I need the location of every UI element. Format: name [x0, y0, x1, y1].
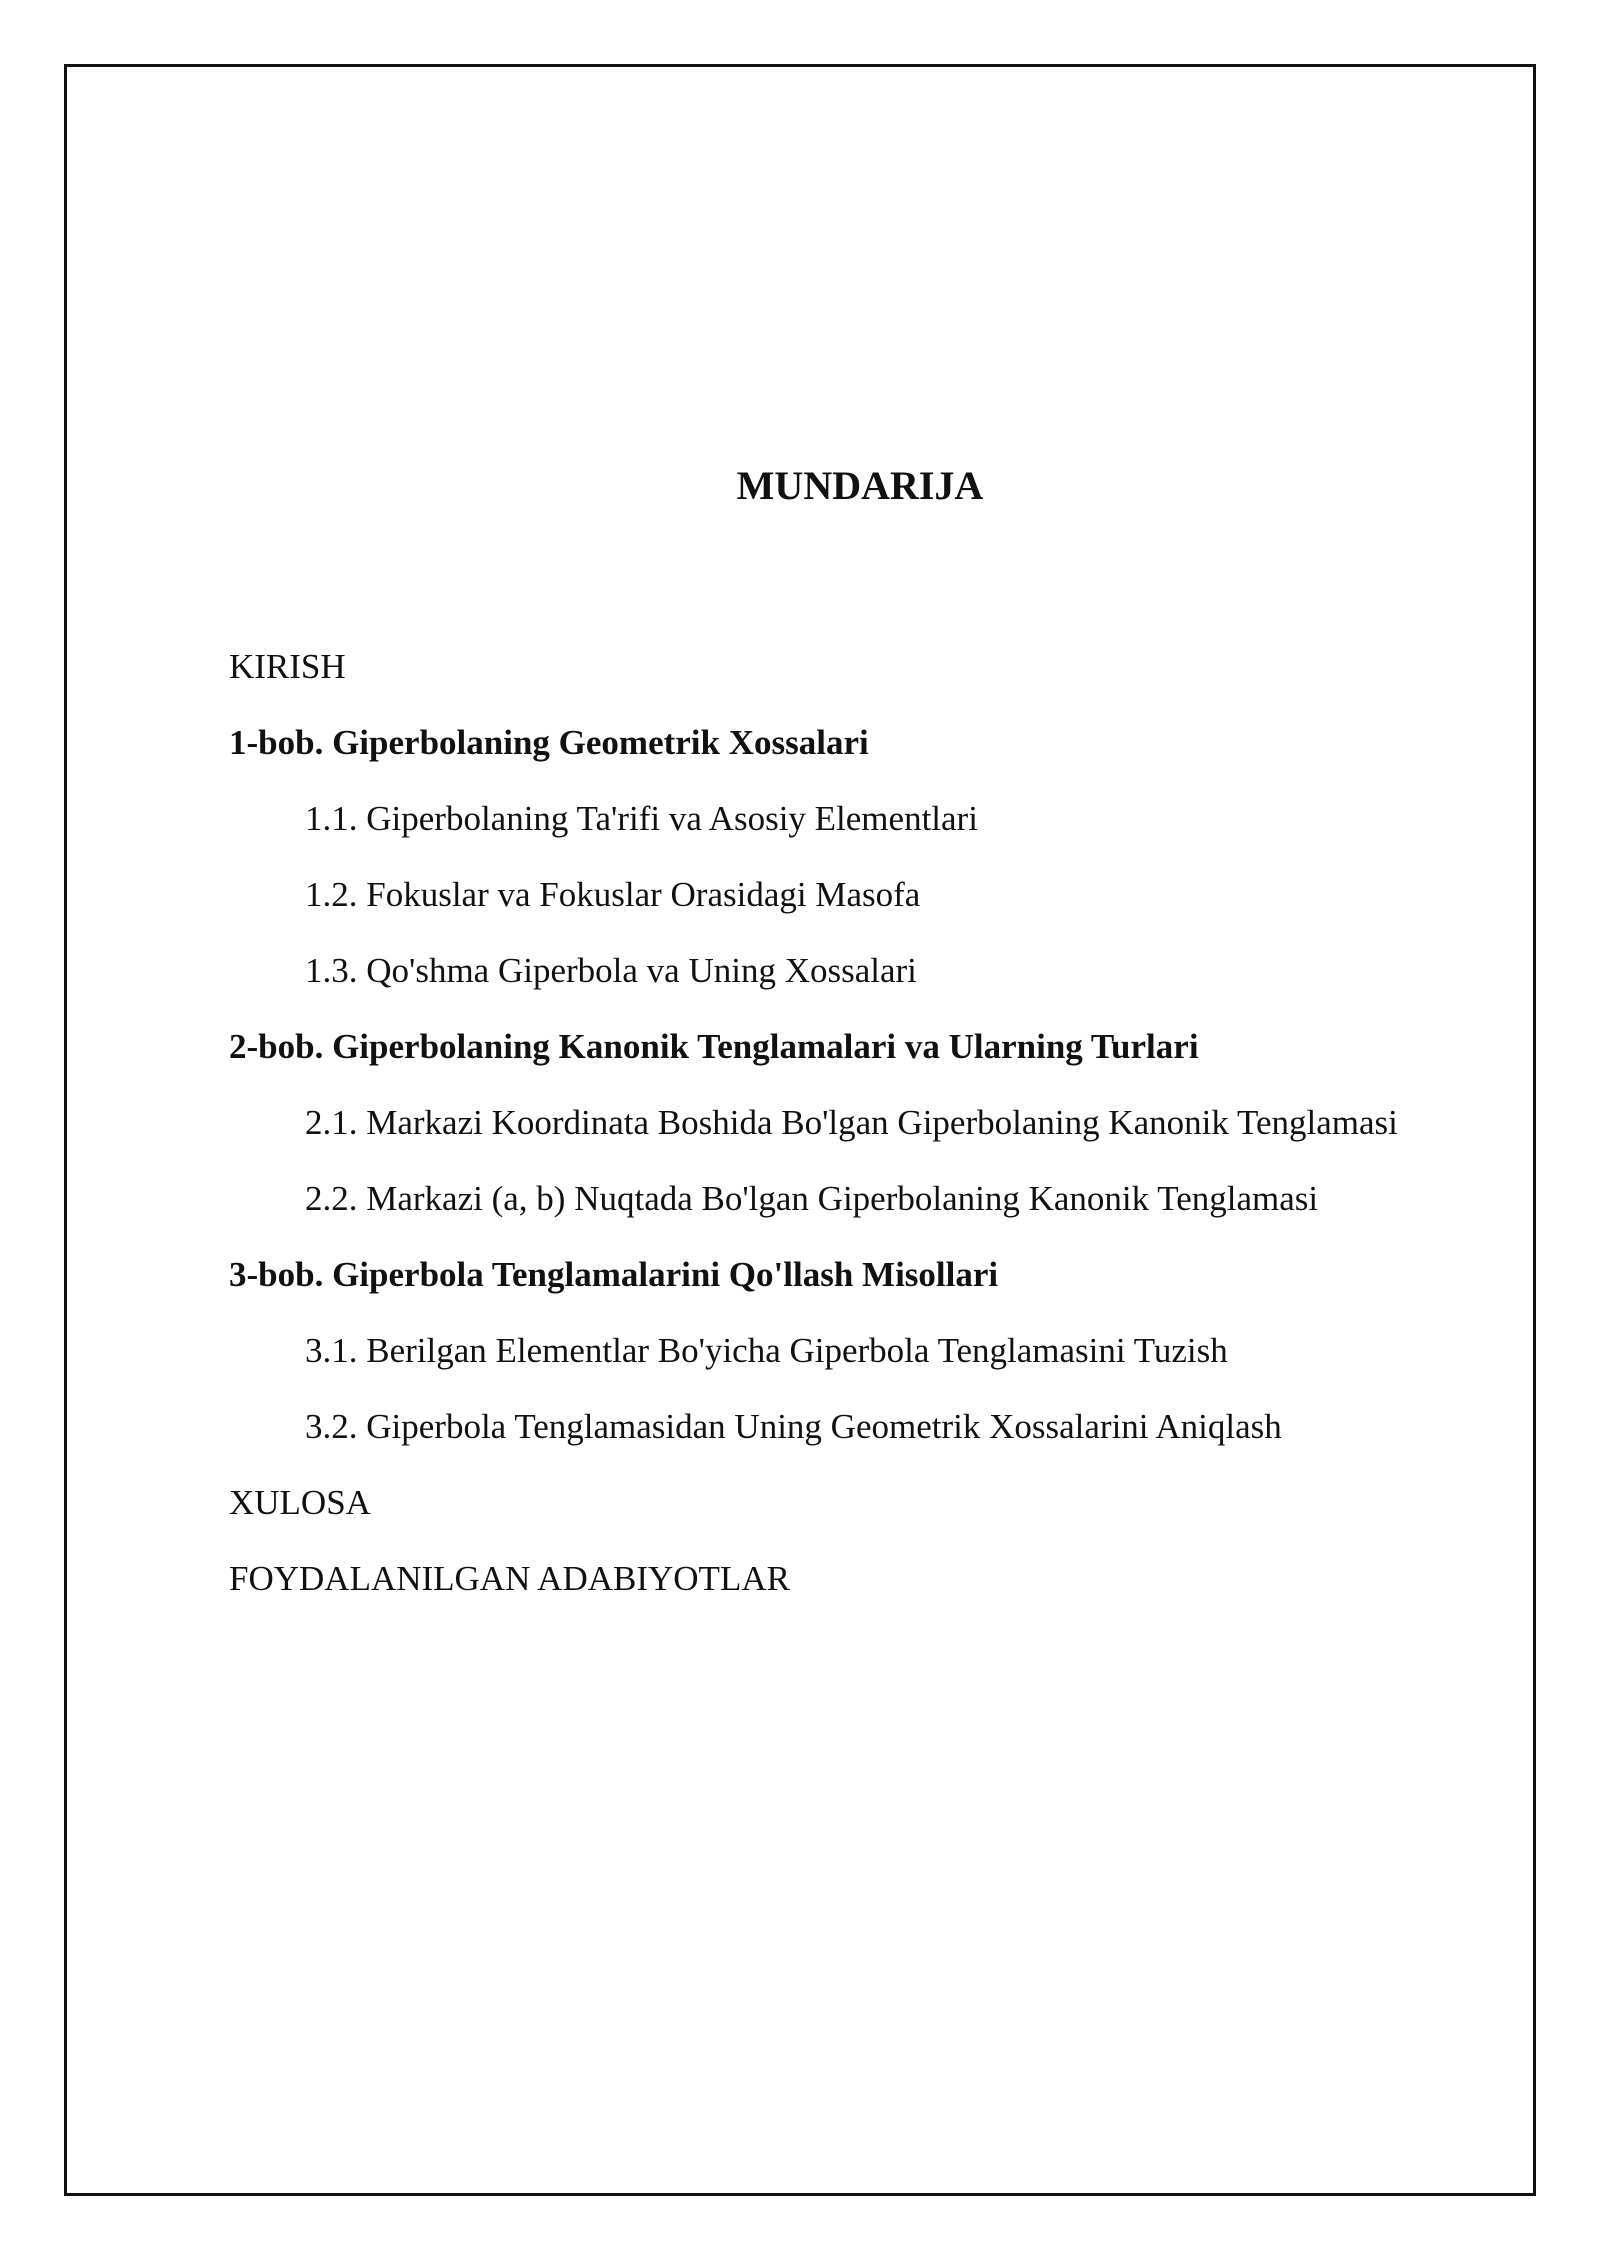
toc-section-3-1: 3.1. Berilgan Elementlar Bo'yicha Giperbola Tenglamasini Tuzish: [305, 1331, 1228, 1370]
toc-chapter-3: 3-bob. Giperbola Tenglamalarini Qo'llash Misollari: [229, 1255, 999, 1294]
toc-section-1-2: 1.2. Fokuslar va Fokuslar Orasidagi Masofa: [305, 875, 921, 914]
toc-section-2-2: 2.2. Markazi (a, b) Nuqtada Bo'lgan Giperbolaning Kanonik Tenglamasi: [305, 1179, 1319, 1218]
toc-section-1-3: 1.3. Qo'shma Giperbola va Uning Xossalari: [305, 951, 917, 990]
toc-entry-kirish: KIRISH: [229, 647, 346, 686]
toc-chapter-1: 1-bob. Giperbolaning Geometrik Xossalari: [229, 723, 869, 762]
toc-chapter-2: 2-bob. Giperbolaning Kanonik Tenglamalari va Ularning Turlari: [229, 1027, 1199, 1066]
toc-section-3-2: 3.2. Giperbola Tenglamasidan Uning Geometrik Xossalarini Aniqlash: [305, 1407, 1282, 1446]
table-of-contents: [229, 639, 1519, 1627]
toc-section-1-1: 1.1. Giperbolaning Ta'rifi va Asosiy Elementlari: [305, 799, 978, 838]
toc-entry-xulosa: XULOSA: [229, 1483, 371, 1522]
toc-entry-adabiyotlar: FOYDALANILGAN ADABIYOTLAR: [229, 1559, 790, 1598]
page-title: MUNDARIJA: [736, 463, 984, 508]
toc-section-2-1: 2.1. Markazi Koordinata Boshida Bo'lgan Giperbolaning Kanonik Tenglamasi: [305, 1103, 1398, 1142]
